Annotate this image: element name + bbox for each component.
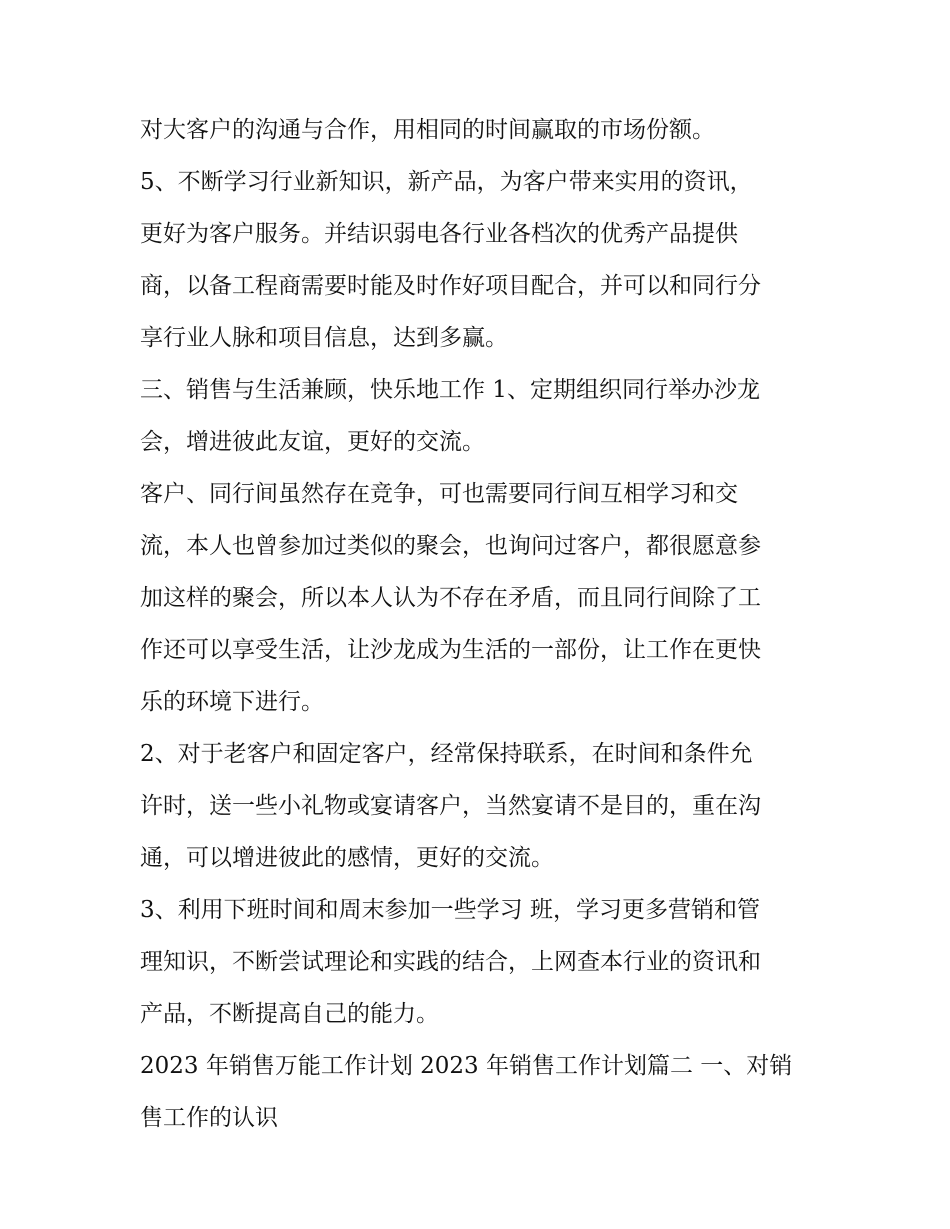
text-line: 作还可以享受生活，让沙龙成为生活的一部份，让工作在更快 bbox=[140, 637, 761, 663]
text-line: 商，以备工程商需要时能及时作好项目配合，并可以和同行分 bbox=[140, 273, 761, 299]
text-line: 三、销售与生活兼顾，快乐地工作 1、定期组织同行举办沙龙 bbox=[140, 377, 760, 403]
document-body bbox=[140, 104, 820, 1144]
text-line: 会，增进彼此友谊，更好的交流。 bbox=[140, 429, 485, 455]
text-line: 客户、同行间虽然存在竞争，可也需要同行间互相学习和交 bbox=[140, 481, 738, 507]
text-line: 加这样的聚会，所以本人认为不存在矛盾，而且同行间除了工 bbox=[140, 585, 761, 611]
text-line: 售工作的认识 bbox=[140, 1105, 278, 1131]
text-line: 乐的环境下进行。 bbox=[140, 689, 324, 715]
text-line: 对大客户的沟通与合作，用相同的时间赢取的市场份额。 bbox=[140, 117, 715, 143]
text-line: 通，可以增进彼此的感情，更好的交流。 bbox=[140, 845, 554, 871]
text-line: 许时，送一些小礼物或宴请客户，当然宴请不是目的，重在沟 bbox=[140, 793, 761, 819]
text-line: 享行业人脉和项目信息，达到多赢。 bbox=[140, 325, 508, 351]
text-line: 2023 年销售万能工作计划 2023 年销售工作计划篇二 一、对销 bbox=[140, 1053, 793, 1079]
text-line: 流，本人也曾参加过类似的聚会，也询问过客户，都很愿意参 bbox=[140, 533, 761, 559]
text-line: 产品，不断提高自己的能力。 bbox=[140, 1001, 439, 1027]
text-line: 2、对于老客户和固定客户，经常保持联系，在时间和条件允 bbox=[140, 741, 753, 767]
text-line: 3、利用下班时间和周末参加一些学习 班，学习更多营销和管 bbox=[140, 897, 760, 923]
text-line: 5、不断学习行业新知识，新产品，为客户带来实用的资讯， bbox=[140, 169, 753, 195]
text-line: 理知识，不断尝试理论和实践的结合，上网查本行业的资讯和 bbox=[140, 949, 761, 975]
text-line: 更好为客户服务。并结识弱电各行业各档次的优秀产品提供 bbox=[140, 221, 738, 247]
